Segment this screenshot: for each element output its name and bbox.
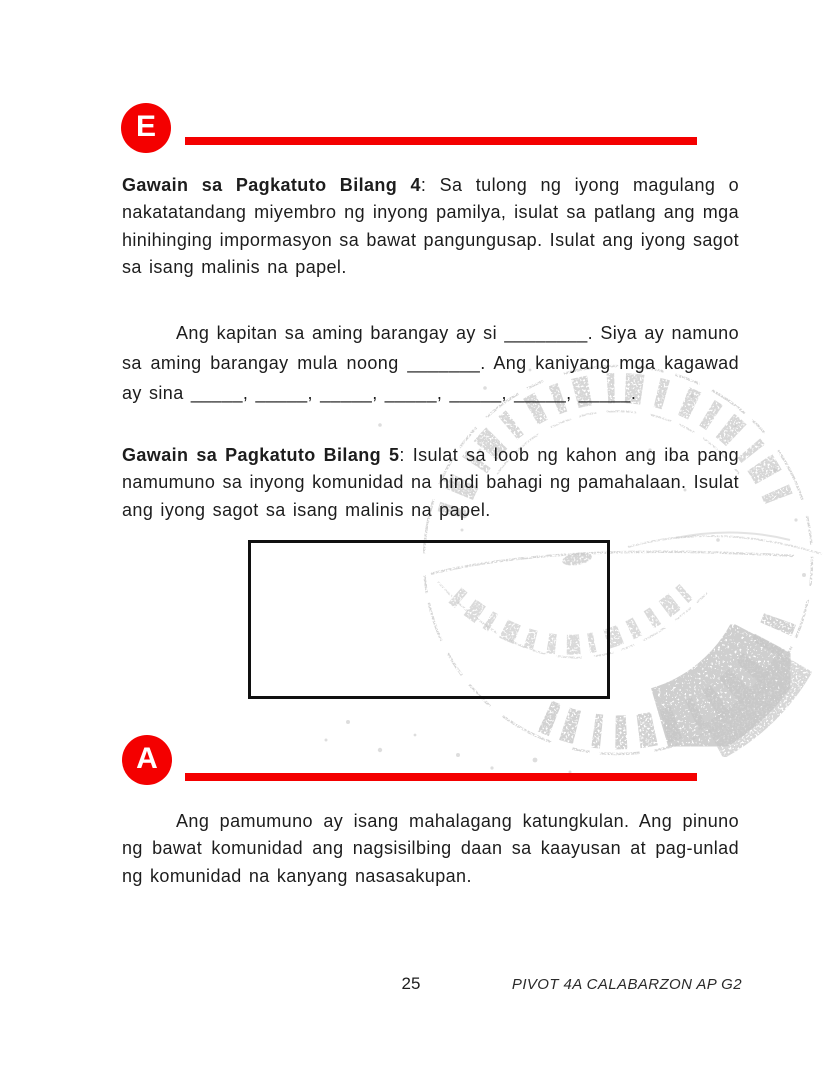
section-e-badge [121, 103, 171, 153]
activity-5-body: : Isulat sa loob ng kahon ang iba pang namumuno sa inyong komunidad na hindi bahagi ng pamahalaan. Isulat ang iyong sagot sa isang malinis na papel. [122, 445, 739, 520]
answer-box [248, 540, 610, 699]
section-a-divider-line [185, 773, 697, 781]
activity-4-paragraph [122, 172, 739, 282]
activity-4-title: Gawain sa Pagkatuto Bilang 4 [122, 175, 421, 195]
footer-edition-label: PIVOT 4A CALABARZON AP G2 [511, 976, 742, 993]
activity-5-paragraph [122, 442, 739, 524]
section-a-letter: A [136, 742, 158, 775]
fill-in-blanks-paragraph: Ang kapitan sa aming barangay ay si ________. Siya ay namuno sa aming barangay mula noong _______. Ang kaniyang mga kagawad ay sina _____, _____, _____, _____, _____, _____, _____. [122, 323, 739, 403]
page-number: 25 [401, 974, 421, 993]
assessment-paragraph: Ang pamumuno ay isang mahalagang katungkulan. Ang pinuno ng bawat komunidad ang nagsisilbing daan sa kaayusan at pag-unlad ng komunidad na kanyang nasasakupan. [122, 811, 739, 886]
section-a-badge [122, 735, 172, 785]
section-e-letter: E [135, 110, 156, 143]
activity-5-title: Gawain sa Pagkatuto Bilang 5 [122, 445, 400, 465]
section-e-divider-line [185, 137, 697, 145]
activity-4-body: : Sa tulong ng iyong magulang o nakatatandang miyembro ng inyong pamilya, isulat sa patlang ang mga hinihinging impormasyon sa bawat pangungusap. Isulat ang iyong sagot sa isang malinis na papel. [122, 175, 739, 278]
